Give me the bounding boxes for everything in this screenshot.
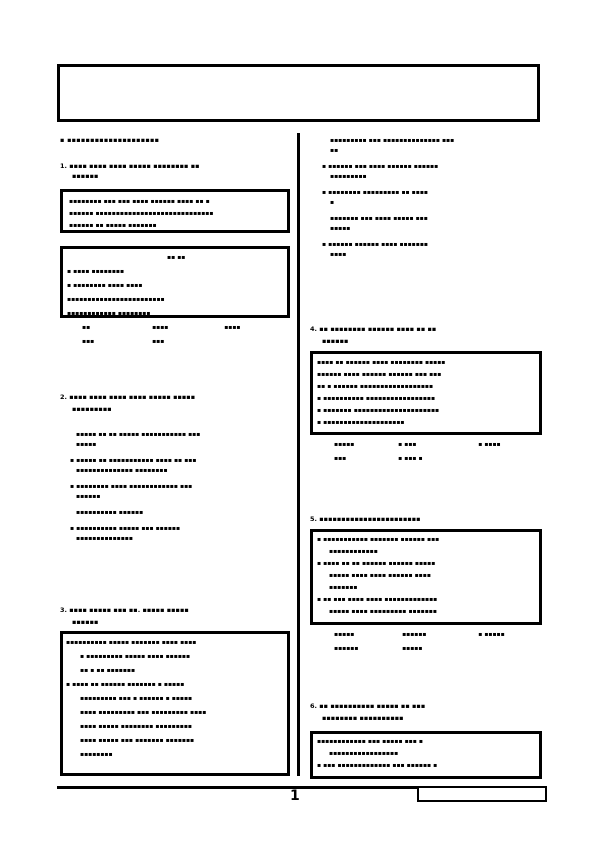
question-2-items xyxy=(70,427,292,547)
box-line: ▪▪▪▪▪▪▪▪▪▪▪▪▪▪▪▪▪ xyxy=(329,750,399,757)
box-line: ▪▪▪▪▪▪▪▪▪▪▪▪ ▪▪▪▪▪▪▪▪ xyxy=(67,310,151,317)
question-line: 3. ▪▪▪▪ ▪▪▪▪▪ ▪▪▪ ▪▪. ▪▪▪▪▪ ▪▪▪▪▪ xyxy=(60,606,189,614)
right-top-items xyxy=(322,133,542,263)
item-line: ▪▪▪▪▪ xyxy=(76,441,97,448)
box-line: ▪▪▪▪▪▪ ▪▪ ▪▪▪▪▪ ▪▪▪▪▪▪▪ xyxy=(69,222,157,229)
item-line: ▪▪ xyxy=(330,147,339,154)
box-line: ▪▪▪▪ ▪▪▪▪▪ ▪▪▪▪▪▪▪▪ ▪▪▪▪▪▪▪▪▪ xyxy=(80,723,192,730)
item-line: ▪ xyxy=(330,199,335,206)
page-number: 1 xyxy=(290,788,300,804)
question-line: ▪▪▪▪▪▪ xyxy=(72,172,99,180)
option[interactable]: ▪▪▪ xyxy=(152,338,165,345)
item-line: ▪▪▪▪▪ xyxy=(330,225,351,232)
box-line: ▪ ▪▪▪▪▪▪▪▪▪ ▪▪▪▪▪ ▪▪▪▪ ▪▪▪▪▪▪ xyxy=(80,653,191,660)
box-line: ▪ ▪▪▪▪▪▪▪▪ ▪▪▪▪ ▪▪▪▪ xyxy=(67,282,143,289)
question-line: 6. ▪▪ ▪▪▪▪▪▪▪▪▪▪ ▪▪▪▪▪ ▪▪ ▪▪▪ xyxy=(310,702,426,710)
question-3-box xyxy=(60,631,290,776)
question-1-box-b xyxy=(60,246,290,318)
box-line: ▪ ▪▪▪▪▪▪▪ ▪▪▪▪▪▪▪▪▪▪▪▪▪▪▪▪▪▪▪▪▪ xyxy=(317,407,440,414)
box-line: ▪ ▪▪▪▪ ▪▪ ▪▪ ▪▪▪▪▪▪ ▪▪▪▪▪▪ ▪▪▪▪▪ xyxy=(317,560,436,567)
question-4-options xyxy=(334,438,540,466)
question-line: 2. ▪▪▪▪ ▪▪▪▪ ▪▪▪▪ ▪▪▪▪ ▪▪▪▪▪ ▪▪▪▪▪ xyxy=(60,393,196,401)
question-line: ▪▪▪▪▪▪ xyxy=(322,337,349,345)
box-line: ▪▪▪▪▪▪ ▪▪▪▪ ▪▪▪▪▪▪ ▪▪▪▪▪▪ ▪▪▪ ▪▪▪ xyxy=(317,371,442,378)
box-line: ▪ ▪▪▪▪▪▪▪▪▪▪▪ ▪▪▪▪▪▪▪ ▪▪▪▪▪▪ ▪▪▪ xyxy=(317,536,440,543)
option[interactable]: ▪▪▪▪▪ xyxy=(334,631,355,638)
item-line: ▪▪▪▪▪▪ xyxy=(76,493,101,500)
question-4 xyxy=(310,321,542,349)
box-line: ▪ ▪▪▪▪▪▪▪▪▪▪▪▪▪▪▪▪▪▪▪▪ xyxy=(317,419,405,426)
question-line: ▪▪▪▪▪▪ xyxy=(72,618,99,626)
option[interactable]: ▪ ▪▪▪▪▪ xyxy=(478,631,505,638)
question-line: 1. ▪▪▪▪ ▪▪▪▪ ▪▪▪▪ ▪▪▪▪▪ ▪▪▪▪▪▪▪▪ ▪▪ xyxy=(60,162,200,170)
question-1-options xyxy=(82,321,292,349)
item-line: ▪▪▪▪ xyxy=(330,251,347,258)
footer-line xyxy=(57,786,417,789)
item-line: ▪▪▪▪▪▪▪ ▪▪▪ ▪▪▪▪ ▪▪▪▪▪ ▪▪▪ xyxy=(330,215,428,222)
header-box xyxy=(57,64,540,122)
box-line: ▪ ▪▪▪▪ ▪▪▪▪▪▪▪▪ xyxy=(67,268,125,275)
question-line: 4. ▪▪ ▪▪▪▪▪▪▪▪ ▪▪▪▪▪▪ ▪▪▪▪ ▪▪ ▪▪ xyxy=(310,325,437,333)
question-1-box-a xyxy=(60,189,290,233)
item-line: ▪ ▪▪▪▪▪▪ ▪▪▪ ▪▪▪▪ ▪▪▪▪▪▪ ▪▪▪▪▪▪ xyxy=(322,163,439,170)
box-line: ▪▪▪▪▪▪ ▪▪▪▪▪▪▪▪▪▪▪▪▪▪▪▪▪▪▪▪▪▪▪▪▪▪▪▪▪ xyxy=(69,210,214,217)
question-5 xyxy=(310,511,542,527)
box-line: ▪▪▪▪ ▪▪▪▪▪ ▪▪▪ ▪▪▪▪▪▪▪ ▪▪▪▪▪▪▪ xyxy=(80,737,195,744)
box-line: ▪▪ ▪ ▪▪▪▪▪▪ ▪▪▪▪▪▪▪▪▪▪▪▪▪▪▪▪▪▪ xyxy=(317,383,434,390)
question-line: ▪▪▪▪▪▪▪▪▪ xyxy=(72,405,112,413)
question-6 xyxy=(310,698,542,726)
item-line: ▪ ▪▪▪▪▪▪▪▪ ▪▪▪▪▪▪▪▪▪ ▪▪ ▪▪▪▪ xyxy=(322,189,428,196)
box-line: ▪▪▪▪▪ ▪▪▪▪ ▪▪▪▪▪▪▪▪▪ ▪▪▪▪▪▪▪ xyxy=(329,608,437,615)
column-divider xyxy=(297,133,300,776)
option[interactable]: ▪▪▪▪▪▪ xyxy=(402,631,427,638)
box-line: ▪▪▪▪▪▪▪▪ ▪▪▪ ▪▪▪ ▪▪▪▪ ▪▪▪▪▪▪ ▪▪▪▪ ▪▪ ▪ xyxy=(69,198,210,205)
option[interactable]: ▪▪▪▪ xyxy=(152,324,169,331)
box-line: ▪▪▪▪▪▪▪ xyxy=(329,584,358,591)
section-heading: ▪ ▪▪▪▪▪▪▪▪▪▪▪▪▪▪▪▪▪▪▪▪ xyxy=(60,136,160,144)
box-line: ▪▪▪▪▪▪▪▪▪▪▪▪ xyxy=(329,548,378,555)
item-line: ▪▪▪▪▪ ▪▪ ▪▪ ▪▪▪▪▪ ▪▪▪▪▪▪▪▪▪▪▪ ▪▪▪ xyxy=(76,431,201,438)
option[interactable]: ▪ ▪▪▪ ▪ xyxy=(398,455,423,462)
question-5-options xyxy=(334,628,540,656)
box-line: ▪▪▪▪▪▪▪▪ xyxy=(80,751,113,758)
question-1 xyxy=(60,158,290,184)
box-line: ▪▪▪▪▪▪▪▪▪▪▪▪▪▪▪▪▪▪▪▪▪▪▪▪ xyxy=(67,296,165,303)
box-line: ▪▪▪▪▪ ▪▪▪▪ ▪▪▪▪ ▪▪▪▪▪▪ ▪▪▪▪ xyxy=(329,572,431,579)
box-line: ▪▪ ▪ ▪▪ ▪▪▪▪▪▪▪ xyxy=(80,667,136,674)
question-3 xyxy=(60,602,290,630)
option[interactable]: ▪ ▪▪▪▪ xyxy=(478,441,501,448)
item-line: ▪▪▪▪▪▪▪▪▪▪ ▪▪▪▪▪▪ xyxy=(76,509,144,516)
question-4-box xyxy=(310,351,542,435)
question-line: ▪▪▪▪▪▪▪▪ ▪▪▪▪▪▪▪▪▪▪ xyxy=(322,714,404,722)
box-line: ▪▪▪▪▪▪▪▪▪▪ ▪▪▪▪▪ ▪▪▪▪▪▪▪ ▪▪▪▪ ▪▪▪▪ xyxy=(66,639,197,646)
box-line: ▪▪ ▪▪ xyxy=(167,254,186,261)
option[interactable]: ▪▪▪ xyxy=(82,338,95,345)
question-2 xyxy=(60,389,290,417)
footer-box xyxy=(417,786,547,802)
item-line: ▪▪▪▪▪▪▪▪▪ ▪▪▪ ▪▪▪▪▪▪▪▪▪▪▪▪▪▪ ▪▪▪ xyxy=(330,137,455,144)
item-line: ▪▪▪▪▪▪▪▪▪▪▪▪▪▪ xyxy=(76,535,133,542)
option[interactable]: ▪▪▪▪ xyxy=(224,324,241,331)
option[interactable]: ▪▪ xyxy=(82,324,91,331)
item-line: ▪ ▪▪▪▪▪▪▪▪▪▪ ▪▪▪▪▪ ▪▪▪ ▪▪▪▪▪▪ xyxy=(70,525,181,532)
question-line: 5. ▪▪▪▪▪▪▪▪▪▪▪▪▪▪▪▪▪▪▪▪▪▪▪ xyxy=(310,515,421,523)
option[interactable]: ▪▪▪ xyxy=(334,455,347,462)
item-line: ▪▪▪▪▪▪▪▪▪ xyxy=(330,173,367,180)
item-line: ▪▪▪▪▪▪▪▪▪▪▪▪▪▪ ▪▪▪▪▪▪▪▪ xyxy=(76,467,168,474)
box-line: ▪▪▪▪ ▪▪▪▪▪▪▪▪▪ ▪▪▪ ▪▪▪▪▪▪▪▪▪ ▪▪▪▪ xyxy=(80,709,207,716)
question-6-box xyxy=(310,731,542,779)
option[interactable]: ▪▪▪▪▪ xyxy=(334,441,355,448)
box-line: ▪ ▪▪▪ ▪▪▪▪▪▪▪▪▪▪▪▪▪ ▪▪▪ ▪▪▪▪▪▪ ▪ xyxy=(317,762,438,769)
option[interactable]: ▪▪▪▪▪ xyxy=(402,645,423,652)
question-5-box xyxy=(310,529,542,625)
box-line: ▪ ▪▪ ▪▪▪ ▪▪▪▪ ▪▪▪▪ ▪▪▪▪▪▪▪▪▪▪▪▪▪ xyxy=(317,596,438,603)
item-line: ▪ ▪▪▪▪▪ ▪▪ ▪▪▪▪▪▪▪▪▪▪▪ ▪▪▪▪ ▪▪ ▪▪▪ xyxy=(70,457,197,464)
option[interactable]: ▪ ▪▪▪ xyxy=(398,441,417,448)
item-line: ▪ ▪▪▪▪▪▪▪▪ ▪▪▪▪ ▪▪▪▪▪▪▪▪▪▪▪▪ ▪▪▪ xyxy=(70,483,193,490)
option[interactable]: ▪▪▪▪▪▪ xyxy=(334,645,359,652)
box-line: ▪ ▪▪▪▪▪▪▪▪▪▪ ▪▪▪▪▪▪▪▪▪▪▪▪▪▪▪▪▪ xyxy=(317,395,436,402)
box-line: ▪▪▪▪▪▪▪▪▪▪▪▪ ▪▪▪ ▪▪▪▪▪ ▪▪▪ ▪ xyxy=(317,738,423,745)
box-line: ▪ ▪▪▪▪ ▪▪ ▪▪▪▪▪▪ ▪▪▪▪▪▪▪ ▪ ▪▪▪▪▪ xyxy=(66,681,185,688)
item-line: ▪ ▪▪▪▪▪▪ ▪▪▪▪▪▪ ▪▪▪▪ ▪▪▪▪▪▪▪ xyxy=(322,241,428,248)
box-line: ▪▪▪▪ ▪▪ ▪▪▪▪▪▪ ▪▪▪▪ ▪▪▪▪▪▪▪▪ ▪▪▪▪▪ xyxy=(317,359,446,366)
box-line: ▪▪▪▪▪▪▪▪▪ ▪▪▪ ▪ ▪▪▪▪▪▪ ▪ ▪▪▪▪▪ xyxy=(80,695,193,702)
